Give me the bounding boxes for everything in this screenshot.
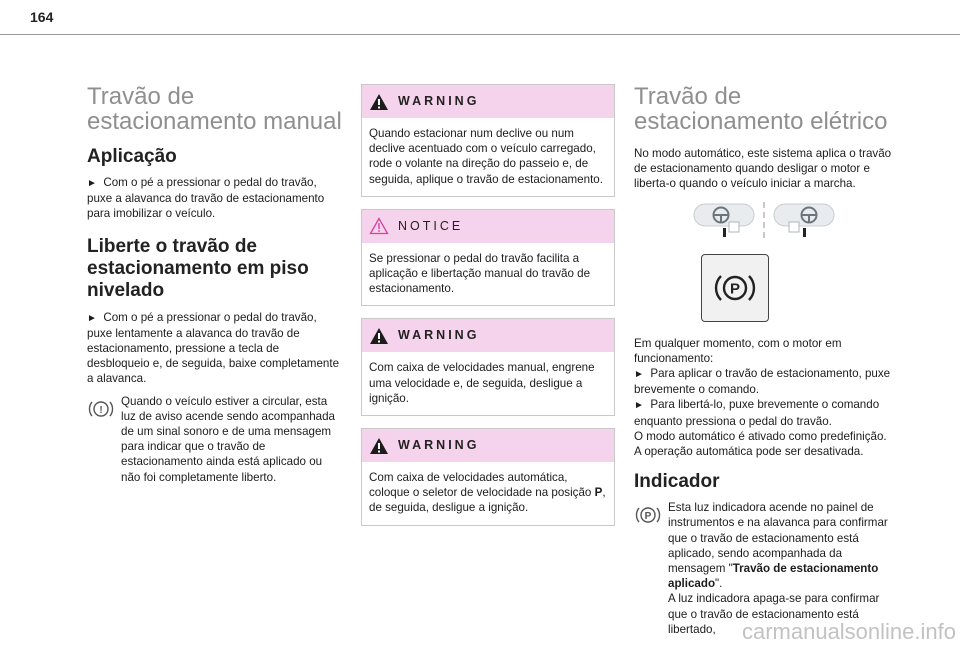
svg-text:P: P xyxy=(644,511,652,523)
box-header xyxy=(362,429,614,462)
paragraph-intro: No modo automático, este sistema aplica o travão de estacionamento quando desligar o motor e liberta-o quando o veículo iniciar a marcha. xyxy=(634,147,892,191)
electric-parking-brake-icon xyxy=(713,266,757,310)
parking-brake-switch xyxy=(701,254,769,322)
indicator-off-text: A luz indicadora apaga-se para confirmar que o travão de estacionamento está libertado, xyxy=(668,592,880,636)
indicator-note xyxy=(634,500,894,637)
box-label: WARNING xyxy=(398,437,480,452)
box-header xyxy=(362,319,614,352)
svg-text:!: ! xyxy=(99,404,103,416)
engine-start-release-diagram xyxy=(773,202,835,238)
svg-text:P: P xyxy=(729,280,741,298)
warning-box xyxy=(361,84,615,197)
brake-warning-note xyxy=(87,394,343,485)
box-header xyxy=(362,210,614,243)
parking-brake-light-icon xyxy=(634,501,662,529)
indicator-text-end: ". xyxy=(715,577,723,591)
paragraph-disable: A operação automática pode ser desativada. xyxy=(634,445,864,459)
text-part: Com caixa de velocidades automática, coloque o seletor de velocidade na posição xyxy=(369,471,595,500)
warning-triangle-icon xyxy=(369,437,389,455)
box-text xyxy=(362,462,614,525)
section-title-electric xyxy=(634,84,894,134)
engine-off-apply-diagram xyxy=(693,202,755,238)
release-text: Com o pé a pressionar o pedal do travão, puxe lentamente a alavanca do travão de estacionamento, pressione a tecla de desbloqueio e, de seguida, baixe completamente a alavanca. xyxy=(87,310,340,386)
bullet-release xyxy=(634,397,894,428)
apply-text: Para aplicar o travão de estacionamento, puxe brevemente o comando. xyxy=(634,367,891,397)
watermark: carmanualsonline.info xyxy=(741,619,956,644)
box-label: NOTICE xyxy=(398,218,464,233)
notice-triangle-icon xyxy=(369,217,389,235)
paragraph-any-time: Em qualquer momento, com o motor em funcionamento: xyxy=(634,336,842,365)
heading-indicator: Indicador xyxy=(634,471,720,493)
title-line: Travão de estacionamento manual xyxy=(87,83,342,135)
heading-release: Liberte o travão de estacionamento em piso nivelado xyxy=(87,235,309,301)
indicator-message: Travão de estacionamento aplicado xyxy=(668,562,879,591)
box-text: Quando estacionar num declive ou num declive acentuado com o veículo carregado, rode o volante na direção do passeio e, de seguida, aplique o travão de estacionamento. xyxy=(369,127,603,186)
page-number: 164 xyxy=(30,9,54,25)
right-triangle-icon: ► xyxy=(634,400,644,412)
application-text: Com o pé a pressionar o pedal do travão, puxe a alavanca do travão de estacionamento para imobilizar o veículo. xyxy=(87,176,325,221)
paragraph-release xyxy=(87,310,343,387)
notice-box xyxy=(361,209,615,307)
warning-triangle-icon xyxy=(369,93,389,111)
text-bold: P xyxy=(594,486,603,500)
box-text: Com caixa de velocidades manual, engrene uma velocidade e, de seguida, desligue a ignição. xyxy=(369,361,595,405)
title-line: Travão de estacionamento elétrico xyxy=(634,83,888,135)
warning-box xyxy=(361,318,615,416)
note-text: Quando o veículo estiver a circular, esta luz de aviso acende sendo acompanhada de um sinal sonoro e de uma mensagem para indicar que o travão de estacionamento ainda está aplicado ou não foi completamente liberto. xyxy=(121,394,335,484)
box-text: Se pressionar o pedal do travão facilita a aplicação e libertação manual do travão de estacionamento. xyxy=(369,251,591,296)
release-text: Para libertá-lo, puxe brevemente o comando enquanto pressiona o pedal do travão. xyxy=(634,398,880,428)
right-triangle-icon: ► xyxy=(634,369,644,381)
paragraph-default: O modo automático é ativado como predefinição. xyxy=(634,429,887,443)
column-electric-parking-brake xyxy=(634,80,894,637)
bullet-apply xyxy=(634,366,894,397)
section-title-manual xyxy=(87,84,343,134)
header-rule xyxy=(0,34,960,35)
box-label: WARNING xyxy=(398,328,480,343)
column-warnings xyxy=(361,84,615,538)
warning-triangle-icon xyxy=(369,327,389,345)
right-triangle-icon: ► xyxy=(87,312,97,324)
box-header xyxy=(362,85,614,118)
heading-application: Aplicação xyxy=(87,146,177,167)
column-manual-parking-brake xyxy=(87,80,343,485)
right-triangle-icon: ► xyxy=(87,178,97,189)
warning-box xyxy=(361,428,615,526)
paragraph-application xyxy=(87,175,343,222)
text-part: , de seguida, desligue a ignição. xyxy=(369,486,606,515)
brake-warning-light-icon xyxy=(87,395,115,423)
box-label: WARNING xyxy=(398,93,480,108)
illustration-divider xyxy=(763,202,765,238)
indicator-text: Esta luz indicadora acende no painel de instrumentos e na alavanca para confirmar que o travão de estacionamento está aplicado, sendo acompanhada da mensagem " xyxy=(668,501,888,576)
automatic-mode-illustration xyxy=(634,202,894,238)
